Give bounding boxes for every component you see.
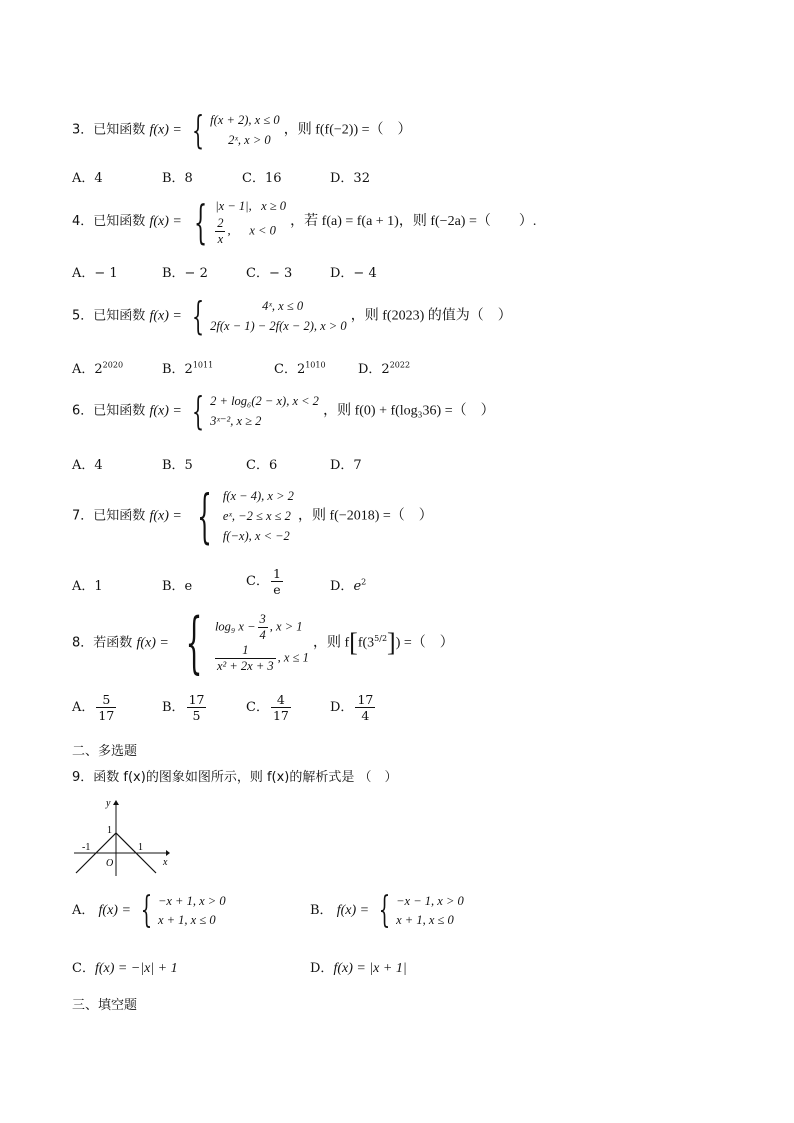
case-1: 4ˣ, x ≤ 0 [262, 299, 304, 313]
option-c: C．16 [242, 171, 282, 186]
piecewise-cases [210, 296, 346, 336]
question-intro: 若函数 [93, 635, 133, 651]
case-brace: { [192, 389, 205, 433]
origin-label: O [106, 858, 114, 869]
question-4 [72, 196, 536, 247]
option-b: B．e [162, 579, 193, 594]
case-2: 2ˣ, x > 0 [228, 133, 271, 147]
case-2: 3ˣ⁻², x ≥ 2 [210, 414, 262, 428]
tick-y-1: 1 [107, 825, 112, 836]
x-label: x [163, 857, 168, 868]
function-def: f(x) = [149, 308, 182, 324]
option-b: B．8 [162, 171, 193, 186]
tick-x-neg1: -1 [82, 842, 91, 853]
question-3 [72, 110, 412, 150]
question-tail: ，若 f(a) = f(a + 1)，则 f(−2a) =（ ）. [290, 214, 537, 229]
option-c: C．− 3 [246, 266, 293, 281]
function-def: f(x) = [149, 403, 182, 419]
piecewise-cases: log₉ x − $\frac{3}{4}$ , x > 1 $\frac{1}{\text{x² + 2x + 3}}$ , x ≤ 1 [214, 612, 309, 673]
question-intro: 已知函数 [93, 214, 146, 229]
case-brace: { [185, 604, 203, 681]
case-2: eˣ, −2 ≤ x ≤ 2 [222, 509, 291, 523]
case-brace: { [194, 194, 208, 249]
question-tail: ，则 f [312, 635, 350, 651]
function-def: f(x) = [149, 122, 182, 138]
function-def: f(x) = [136, 635, 169, 651]
function-def: f(x) = [149, 508, 182, 524]
section-heading-fill-in: 三、填空题 [72, 998, 138, 1013]
case-brace: { [192, 108, 205, 152]
piecewise-cases: |x − 1|, x ≥ 0 $\frac{2}{x}$ , x < 0 [215, 199, 287, 246]
piecewise-cases [223, 486, 294, 546]
case-1: 2 + log₆(2 − x), x < 2 [210, 394, 319, 408]
question-6 [72, 391, 495, 431]
option-b: B．− 2 [162, 266, 208, 281]
question-tail: ，则 f(0) + f(log₃36) =（ ） [323, 403, 495, 419]
function-def: f(x) = [149, 214, 182, 229]
question-5 [72, 296, 512, 336]
option-c: C．f(x) = −|x| + 1 [72, 961, 178, 976]
question-tail: ，则 f(2023) 的值为（ ） [350, 308, 512, 324]
option-b: B．$2^{1011}$ [162, 360, 214, 377]
case-3: f(−x), x < −2 [222, 529, 290, 543]
case-brace: { [192, 294, 205, 338]
piecewise-cases [210, 391, 319, 431]
option-a: A．− 1 [72, 266, 118, 281]
option-d: D． $\frac{17}{4}$ [330, 692, 374, 723]
question-number: 5． [72, 308, 94, 324]
function-graph [70, 794, 170, 878]
y-label: y [106, 798, 111, 809]
option-a: A． $\frac{5}{17}$ [72, 692, 115, 723]
option-d: D．$e^2$ [330, 577, 367, 594]
option-a: A．$2^{2020}$ [72, 360, 124, 377]
case-brace: { [197, 482, 212, 550]
case-1: f(x − 4), x > 2 [222, 489, 294, 503]
case-2: 2f(x − 1) − 2f(x − 2), x > 0 [210, 319, 347, 333]
option-a: A． f(x) = { −x + 1, x > 0 x + 1, x ≤ 0 [72, 890, 226, 931]
question-tail: ，则 f(−2018) =（ ） [298, 508, 433, 524]
question-number: 8． [72, 635, 94, 651]
case-1: f(x + 2), x ≤ 0 [210, 113, 280, 127]
option-d: D．32 [330, 171, 370, 186]
question-tail: ，则 f(f(−2)) =（ ） [283, 122, 412, 138]
question-number: 7． [72, 508, 94, 524]
question-intro: 已知函数 [93, 122, 146, 138]
option-b: B．5 [162, 458, 193, 473]
option-c: C． $\frac{1}{e}$ [246, 566, 281, 597]
option-a: A．4 [72, 171, 103, 186]
question-9: 9．函数 f(x)的图象如图所示，则 f(x)的解析式是 （ ） [72, 770, 398, 785]
option-a: A．1 [72, 579, 103, 594]
option-c: C． $\frac{4}{17}$ [246, 692, 289, 723]
option-d: D．7 [330, 458, 362, 473]
question-number: 6． [72, 403, 94, 419]
section-heading-multi-choice: 二、多选题 [72, 744, 138, 759]
option-b: B． $\frac{17}{5}$ [162, 692, 205, 723]
option-d: D．$2^{2022}$ [358, 360, 411, 377]
x-axis-arrow [166, 850, 170, 856]
question-intro: 已知函数 [93, 308, 146, 324]
question-intro: 已知函数 [93, 403, 146, 419]
question-number: 4． [72, 214, 94, 229]
piecewise-cases [210, 110, 279, 150]
y-axis-arrow [113, 800, 119, 805]
tick-x-1: 1 [138, 842, 143, 853]
question-intro: 已知函数 [93, 508, 146, 524]
option-b: B． f(x) = { −x − 1, x > 0 x + 1, x ≤ 0 [310, 890, 464, 931]
question-8: 8．若函数 f(x) = { log₉ x − $\frac{3}{4}$ , x > 1 $\frac{1}{\text{x² + 2x + 3}}$ , x ≤ 1 ，则 $f[f(3^{5/2}])$ =（ ） [72, 604, 454, 681]
option-a: A．4 [72, 458, 103, 473]
option-c: C．6 [246, 458, 278, 473]
option-c: C．$2^{1010}$ [274, 360, 326, 377]
option-d: D．f(x) = |x + 1| [310, 961, 407, 976]
question-7 [72, 482, 433, 550]
question-number: 3． [72, 122, 94, 138]
option-d: D．− 4 [330, 266, 377, 281]
